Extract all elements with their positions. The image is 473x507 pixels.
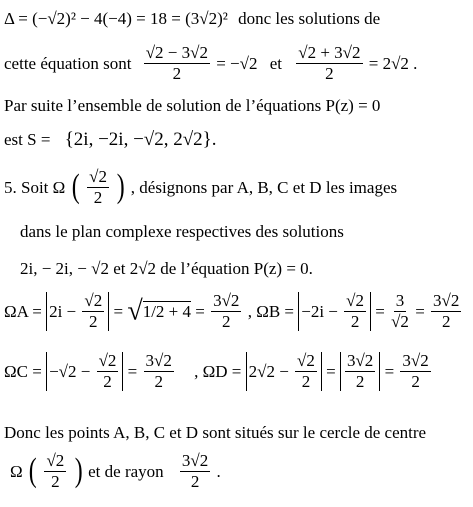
radius-denominator: 2 bbox=[190, 471, 200, 491]
omega-b-abs-fraction bbox=[344, 292, 366, 331]
circle-line bbox=[10, 452, 221, 491]
omega-b-eq1: = bbox=[375, 301, 385, 321]
omega-a-root: 1/2 + 4 bbox=[142, 301, 191, 321]
omega-c-result-denominator: 2 bbox=[154, 371, 163, 391]
omega-coord-numerator: √2 bbox=[89, 167, 107, 186]
center-fraction bbox=[44, 452, 66, 491]
omega-coord-fraction bbox=[87, 168, 109, 207]
omega-c-abs-denominator: 2 bbox=[103, 371, 112, 391]
omega-b-eq2: = bbox=[415, 301, 425, 321]
complex-plane-text: dans le plan complexe respectives des solutions bbox=[20, 222, 344, 241]
omega-d-modulus bbox=[246, 352, 322, 391]
omega-d-result-fraction bbox=[400, 352, 430, 391]
omega-coord-denominator: 2 bbox=[93, 187, 103, 207]
omega-d-eq1: = bbox=[326, 361, 336, 381]
radius-text: et de rayon bbox=[88, 461, 164, 481]
solution-set-lead: est S = bbox=[4, 130, 51, 149]
omega-c-lead: ΩC = bbox=[4, 361, 42, 381]
radius-fraction bbox=[180, 452, 210, 491]
question-5-tail: , désignons par A, B, C et D les images bbox=[130, 177, 398, 197]
delta-line bbox=[4, 10, 380, 27]
omega-b-abs-text: −2i − bbox=[301, 301, 338, 321]
omega-a-result-numerator: 3√2 bbox=[213, 291, 240, 310]
solution-2-fraction bbox=[296, 44, 362, 83]
omega-d-mid-numerator: 3√2 bbox=[346, 351, 374, 370]
omega-b-mid-fraction bbox=[391, 292, 409, 331]
question-5-lead: 5. Soit Ω bbox=[4, 177, 66, 197]
left-paren: ( bbox=[71, 168, 80, 206]
omega-d-mid-fraction bbox=[345, 352, 375, 391]
delta-conclusion-text: donc les solutions de bbox=[238, 9, 381, 28]
omega-a-abs-text: 2i − bbox=[49, 301, 77, 321]
solutions-and-text: et bbox=[269, 53, 283, 73]
omega-d-abs-denominator: 2 bbox=[301, 371, 311, 391]
omega-b-result-numerator: 3√2 bbox=[433, 291, 460, 310]
omega-d-result-denominator: 2 bbox=[411, 371, 420, 391]
omega-d-result-numerator: 3√2 bbox=[402, 351, 429, 370]
omega-a-eq1: = bbox=[113, 301, 124, 321]
omega-d-abs-fraction bbox=[295, 352, 317, 391]
omega-b-lead: , ΩB = bbox=[247, 301, 294, 321]
omega-d-mid-denominator: 2 bbox=[355, 371, 365, 391]
omega-a-b-line bbox=[4, 292, 463, 331]
circle-center-omega: Ω bbox=[10, 461, 23, 481]
solution-1-numerator: √2 − 3√2 bbox=[145, 43, 208, 62]
omega-c-modulus bbox=[46, 352, 123, 391]
delta-expression: Δ = (−√2)² − 4(−4) = 18 = (3√2)² bbox=[4, 9, 228, 28]
omega-b-mid-denominator: √2 bbox=[391, 311, 409, 331]
center-right-paren: ) bbox=[74, 452, 83, 490]
omega-d-mid-modulus bbox=[340, 352, 380, 391]
omega-c-result-numerator: 3√2 bbox=[145, 351, 172, 370]
omega-c-abs-numerator: √2 bbox=[98, 351, 117, 370]
omega-c-abs-fraction bbox=[97, 352, 119, 391]
solution-set-line bbox=[4, 130, 217, 149]
solution-1-result: = −√2 bbox=[216, 53, 258, 73]
omega-b-abs-numerator: √2 bbox=[346, 291, 364, 310]
center-numerator: √2 bbox=[46, 451, 65, 470]
center-left-paren: ( bbox=[28, 452, 37, 490]
question-5-line bbox=[4, 168, 397, 207]
omega-c-d-line bbox=[4, 352, 433, 391]
solution-2-denominator: 2 bbox=[325, 63, 334, 83]
radius-numerator: 3√2 bbox=[181, 451, 209, 470]
omega-c-eq: = bbox=[127, 361, 138, 381]
omega-b-abs-denominator: 2 bbox=[350, 311, 360, 331]
solutions-line bbox=[4, 44, 417, 83]
omega-a-root-sign: √ bbox=[127, 295, 143, 327]
omega-a-modulus bbox=[46, 292, 109, 331]
omega-a-result-fraction bbox=[211, 292, 241, 331]
solution-2-numerator: √2 + 3√2 bbox=[298, 43, 361, 62]
omega-a-result-denominator: 2 bbox=[222, 311, 231, 331]
conclusion-text: Donc les points A, B, C et D sont situés sur le cercle de centre bbox=[4, 423, 427, 442]
omega-b-mid-numerator: 3 bbox=[395, 291, 405, 310]
solutions-list-text: 2i, − 2i, − √2 et 2√2 de l’équation P(z) = 0. bbox=[20, 259, 313, 278]
right-paren: ) bbox=[116, 168, 125, 206]
omega-c-abs-text: −√2 − bbox=[49, 361, 91, 381]
omega-d-abs-numerator: √2 bbox=[297, 351, 315, 370]
omega-b-result-fraction bbox=[431, 292, 461, 331]
omega-b-modulus bbox=[298, 292, 371, 331]
omega-a-abs-denominator: 2 bbox=[89, 311, 98, 331]
omega-d-lead: , ΩD = bbox=[194, 361, 242, 381]
omega-a-eq2: = bbox=[195, 301, 205, 321]
center-denominator: 2 bbox=[51, 471, 60, 491]
omega-d-eq2: = bbox=[384, 361, 395, 381]
omega-a-abs-fraction bbox=[82, 292, 104, 331]
final-period: . bbox=[216, 461, 221, 481]
solution-2-result: = 2√2 . bbox=[368, 53, 418, 73]
omega-c-result-fraction bbox=[144, 352, 174, 391]
omega-a-abs-numerator: √2 bbox=[84, 291, 103, 310]
solution-set-intro: Par suite l’ensemble de solution de l’équations P(z) = 0 bbox=[4, 96, 381, 115]
solution-1-fraction bbox=[144, 44, 210, 83]
omega-b-result-denominator: 2 bbox=[441, 311, 451, 331]
solutions-lead-text: cette équation sont bbox=[4, 53, 132, 73]
omega-d-abs-text: 2√2 − bbox=[248, 361, 289, 381]
solution-1-denominator: 2 bbox=[172, 63, 182, 83]
omega-a-lead: ΩA = bbox=[4, 301, 42, 321]
solution-set-value: {2i, −2i, −√2, 2√2}. bbox=[64, 129, 217, 150]
